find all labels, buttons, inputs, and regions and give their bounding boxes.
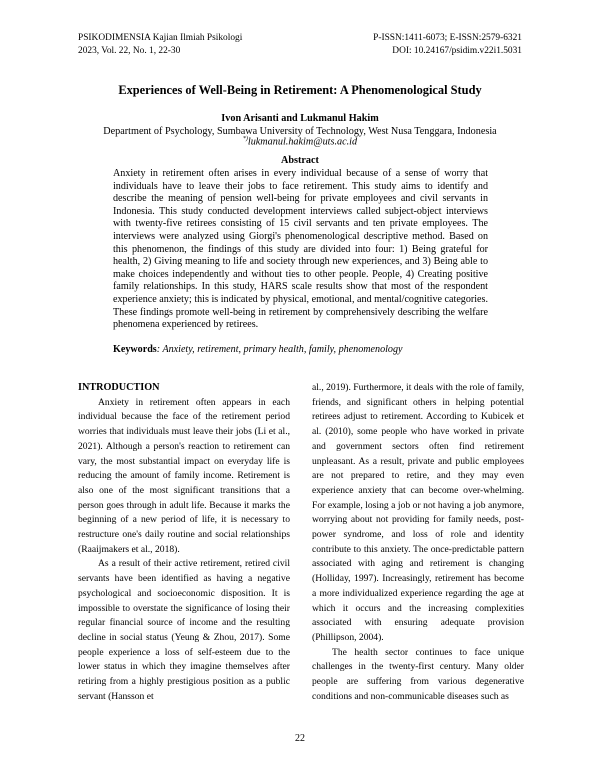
abstract-heading: Abstract	[281, 155, 319, 166]
left-column	[78, 381, 290, 704]
keywords-line	[113, 344, 493, 355]
body-paragraph: al., 2019). Furthermore, it deals with the role of family, friends, and significant others in helping potential retirees adjust to retirement. According to Kubicek et al. (2010), some people who have worked in private and government sectors often find retirement unpleasant. As a result, private and public employees are not prepared to retire, and they may even experience anxiety that can become over-whelming. For example, losing a job or not having a job anymore, worrying about not providing for family needs, post-power syndrome, and loss of role and identity contribute to this anxiety. The once-predictable pattern associated with aging and retirement is changing (Holliday, 1997). Increasingly, retirement has become a more individualized experience regarding the age at which it occurs and the increasing complexities associated with ensuring adequate provision (Phillipson, 2004).	[312, 382, 524, 643]
right-column	[312, 381, 524, 704]
paper-title: Experiences of Well-Being in Retirement: A Phenomenological Study	[118, 83, 482, 97]
author-list: Ivon Arisanti and Lukmanul Hakim	[221, 113, 379, 124]
corresponding-email-line	[0, 136, 600, 147]
keywords-list: : Anxiety, retirement, primary health, family, phenomenology	[156, 344, 403, 355]
body-paragraph: As a result of their active retirement, retired civil servants have been identified as having a negative psychological and socioeconomic disposition. It is impossible to overstate the significance of losing their regular financial source of income and the resulting decline in social status (Yeung & Zhou, 2017). Some people experience a loss of self-esteem due to the lower status in which they imagine themselves after retiring from a highly prestigious position as a public servant (Hansson et	[78, 558, 290, 702]
body-paragraph: Anxiety in retirement often appears in each individual because the face of the retirement period worries that individuals must leave their jobs (Li et al., 2021). Although a person's reaction to retirement can vary, the most substantial impact on everyday life is reducing the amount of family income. Retirement is also one of the most significant transitions that a person goes through in adult life. Because it marks the beginning of a new period of life, it is necessary to restructure one's daily routine and social relationships (Raaijmakers et al., 2018).	[78, 396, 290, 555]
volume-info: 2023, Vol. 22, No. 1, 22-30	[78, 45, 181, 56]
running-header-right	[373, 32, 522, 57]
abstract-text: Anxiety in retirement often arises in every individual because of a sense of worry that individuals have to leave their jobs to face retirement. This study aims to identify and describe the meaning of pension well-being for private employees and civil servants in Indonesia. This study conducted development interviews called subject-object interviews with twenty-five retirees consisting of 15 civil servants and ten private employees. The interviews were analyzed using Giorgi's phenomenological descriptive method. Based on this phenomenon, the findings of this study are divided into four: 1) Being grateful for health, 2) Giving meaning to life and society through new experiences, and 3) Being able to make choices independently and without ties to other people. People, 4) Creating positive family relationships. In this study, HARS scale results show that most of the respondent experience anxiety; this is indicated by physical, emotional, and mental/cognitive categories. These findings promote well-being in retirement by comprehensively describing the welfare phenomena experienced by retirees.	[113, 168, 488, 331]
page-number: 22	[295, 733, 305, 744]
running-header-left	[78, 32, 242, 57]
journal-name: PSIKODIMENSIA Kajian Ilmiah Psikologi	[78, 33, 243, 43]
doi-info[interactable]: DOI: 10.24167/psidim.v22i1.5031	[392, 45, 522, 56]
corresponding-email[interactable]: lukmanul.hakim@uts.ac.id	[247, 136, 358, 148]
issn-info: P-ISSN:1411-6073; E-ISSN:2579-6321	[373, 33, 522, 43]
body-paragraph: The health sector continues to face unique challenges in the twenty-first century. Many older people are suffering from various degenerative conditions and non-communicable diseases such as	[312, 646, 524, 702]
affiliation: Department of Psychology, Sumbawa University of Technology, West Nusa Tenggara, Indonesia	[103, 126, 497, 137]
email-marker: *)	[242, 136, 248, 142]
keywords-label: Keywords	[113, 344, 157, 355]
introduction-heading: INTRODUCTION	[78, 382, 160, 393]
